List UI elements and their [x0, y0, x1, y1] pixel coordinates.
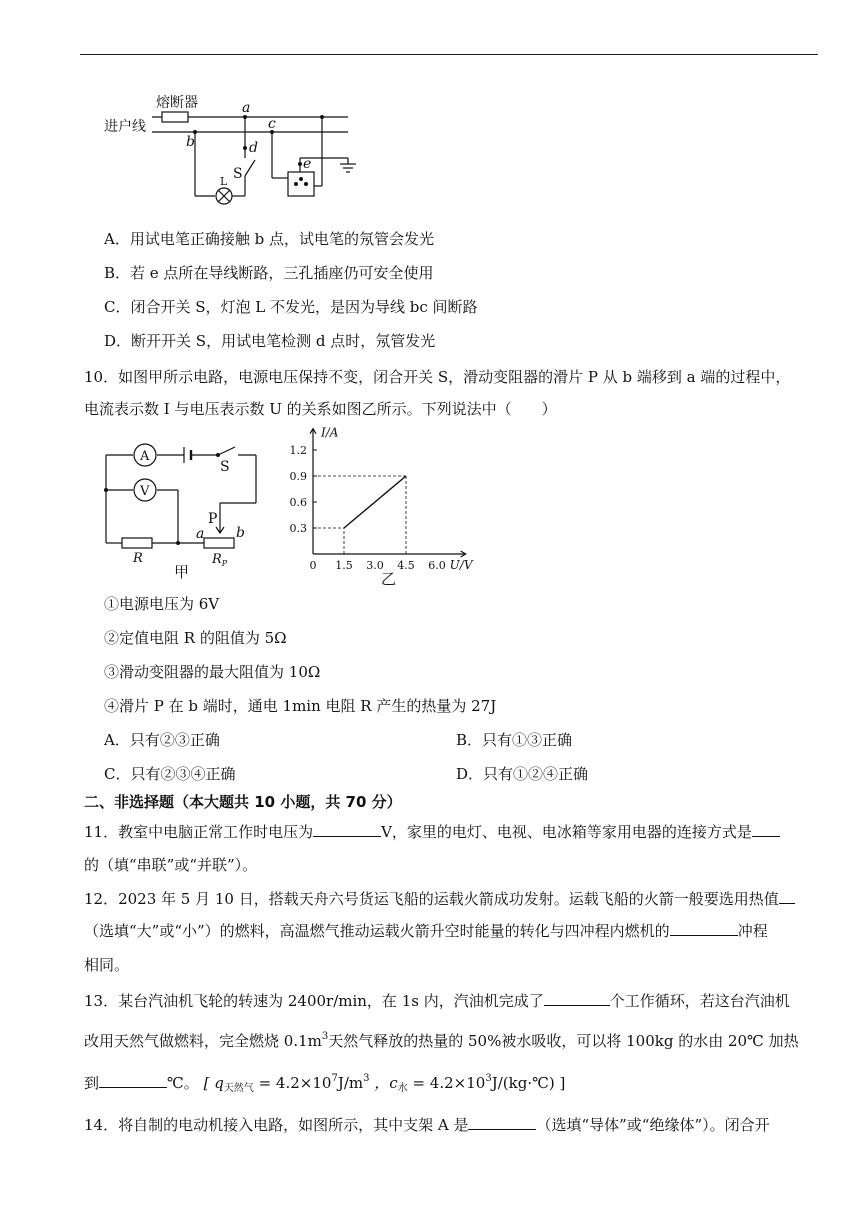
incoming-line-label: 进户线 [104, 119, 146, 135]
q9-option-b: B．若 e 点所在导线断路，三孔插座仍可安全使用 [104, 264, 434, 282]
x-axis-label: U/V [449, 558, 473, 572]
slider-p-label: P [208, 511, 218, 527]
iu-series-line [344, 476, 406, 528]
point-e-label: e [303, 156, 312, 172]
q12-text-1: 12．2023 年 5 月 10 日，搭载天舟六号货运飞船的运载火箭成功发射。运载飞船的火箭一般要选用热值 [84, 890, 779, 908]
q14-line1 [84, 1114, 770, 1135]
x-tick-label: 6.0 [428, 559, 446, 572]
y-tick-label: 0.9 [289, 470, 307, 483]
q14-text-1: 14．将自制的电动机接入电路，如图所示，其中支架 A 是 [84, 1116, 469, 1134]
q13-formula-q-val: = 4.2×10 [258, 1074, 332, 1092]
q14-text-2: （选填“导体”或“绝缘体”）。闭合开 [536, 1116, 770, 1134]
q13-line3 [84, 1072, 565, 1094]
q10-circuit-diagram [100, 435, 270, 585]
q13-formula-q-exp: 7 [331, 1073, 338, 1084]
q13-text-5: 到 [84, 1074, 100, 1092]
q12-text-3: 冲程 [737, 922, 768, 940]
q10-stem-line1: 10．如图甲所示电路，电源电压保持不变，闭合开关 S，滑动变阻器的滑片 P 从 b 端移到 a 端的过程中， [84, 368, 791, 386]
y-tick-label: 0.6 [289, 496, 307, 509]
q12-text-2: （选填“大”或“小”）的燃料，高温燃气推动运载火箭升空时能量的转化与四冲程内燃机的 [84, 922, 670, 940]
q13-formula-c-exp: 3 [485, 1073, 492, 1084]
x-tick-label: 3.0 [366, 559, 384, 572]
chart-caption: 乙 [381, 570, 397, 585]
q13-m3-exp: 3 [321, 1031, 329, 1042]
q10-option-c: C．只有②③④正确 [104, 765, 236, 783]
q13-formula-q: [ q [203, 1074, 224, 1092]
q13-text-3: 改用天然气做燃料，完全燃烧 0.1m [84, 1032, 322, 1050]
y-tick-label: 1.2 [289, 444, 307, 457]
q10-option-b: B．只有①③正确 [456, 731, 573, 749]
q12-line1 [84, 888, 795, 909]
circuit-caption: 甲 [174, 563, 190, 581]
q13-text-2: 个工作循环，若这台汽油机 [609, 992, 790, 1010]
q13-blank-2[interactable] [99, 1073, 167, 1088]
resistor-r-label: R [133, 551, 143, 566]
q11-blank-2[interactable] [752, 822, 780, 837]
statement-4: ④滑片 P 在 b 端时，通电 1min 电阻 R 产生的热量为 27J [104, 697, 497, 715]
q10-option-a: A．只有②③正确 [104, 731, 220, 749]
x-tick-label: 4.5 [397, 559, 415, 572]
q13-text-4: 天然气释放的热量的 50%被水吸收，可以将 100kg 的水由 20℃ 加热 [328, 1032, 799, 1050]
q13-blank-1[interactable] [544, 991, 610, 1006]
q10-option-d: D．只有①②④正确 [456, 765, 589, 783]
iu-chart [285, 420, 485, 585]
q13-formula-q-unit-exp: 3 [363, 1073, 370, 1084]
q13-formula-c-sub: 水 [397, 1083, 408, 1094]
point-a-label: a [242, 100, 251, 116]
fuse-label: 熔断器 [156, 95, 198, 111]
voltmeter-label: V [140, 484, 150, 499]
q11-line1 [84, 821, 780, 842]
q11-text-2: V，家里的电灯、电视、电冰箱等家用电器的连接方式是 [381, 823, 752, 841]
y-axis-label: I/A [321, 425, 339, 440]
q13-text-1: 13．某台汽油机飞轮的转速为 2400r/min，在 1s 内，汽油机完成了 [84, 992, 544, 1010]
section-2-heading: 二、非选择题（本大题共 10 小题，共 70 分） [84, 793, 402, 811]
q9-option-c: C．闭合开关 S，灯泡 L 不发光，是因为导线 bc 间断路 [104, 298, 478, 316]
switch-label: S [233, 166, 243, 182]
q12-line2 [84, 920, 768, 941]
q13-line1 [84, 990, 790, 1011]
ammeter-label: A [140, 449, 150, 464]
q13-line2 [84, 1030, 799, 1051]
q11-blank-1[interactable] [313, 822, 381, 837]
statement-2: ②定值电阻 R 的阻值为 5Ω [104, 629, 287, 647]
q11-line2: 的（填“串联”或“并联”）。 [84, 856, 258, 874]
q13-formula-c-val: = 4.2×10 [412, 1074, 486, 1092]
point-b-label: b [186, 134, 195, 150]
point-c-label: c [268, 116, 276, 132]
q12-blank-1[interactable] [779, 889, 795, 904]
x-tick-label: 0 [309, 559, 317, 572]
q13-formula-c: ，c [374, 1074, 398, 1092]
household-circuit-diagram [100, 88, 360, 213]
end-b-label: b [236, 525, 245, 541]
x-tick-label: 1.5 [335, 559, 353, 572]
q12-line3: 相同。 [84, 956, 130, 974]
q13-formula-c-unit: J/(kg·℃) ] [491, 1074, 566, 1092]
q9-option-a: A．用试电笔正确接触 b 点，试电笔的氖管会发光 [104, 230, 434, 248]
q9-option-d: D．断开开关 S，用试电笔检测 d 点时，氖管发光 [104, 332, 436, 350]
q10-stem-line2: 电流表示数 I 与电压表示数 U 的关系如图乙所示。下列说法中（ ） [84, 400, 557, 418]
q13-text-6: ℃。 [167, 1074, 199, 1092]
q14-blank-1[interactable] [468, 1115, 536, 1130]
q13-formula-q-unit: J/m [337, 1074, 364, 1092]
q12-blank-2[interactable] [670, 921, 738, 936]
lamp-label: L [220, 175, 228, 188]
end-a-label: a [196, 526, 205, 542]
statement-3: ③滑动变阻器的最大阻值为 10Ω [104, 663, 321, 681]
statement-1: ①电源电压为 6V [104, 595, 220, 613]
q13-formula-q-sub: 天然气 [223, 1083, 254, 1094]
switch-s-label: S [220, 459, 230, 475]
rheostat-label: $R_P$ [212, 552, 228, 568]
point-d-label: d [249, 140, 258, 156]
q11-text-1: 11．教室中电脑正常工作时电压为 [84, 823, 314, 841]
header-rule [80, 54, 818, 55]
y-tick-label: 0.3 [289, 522, 307, 535]
